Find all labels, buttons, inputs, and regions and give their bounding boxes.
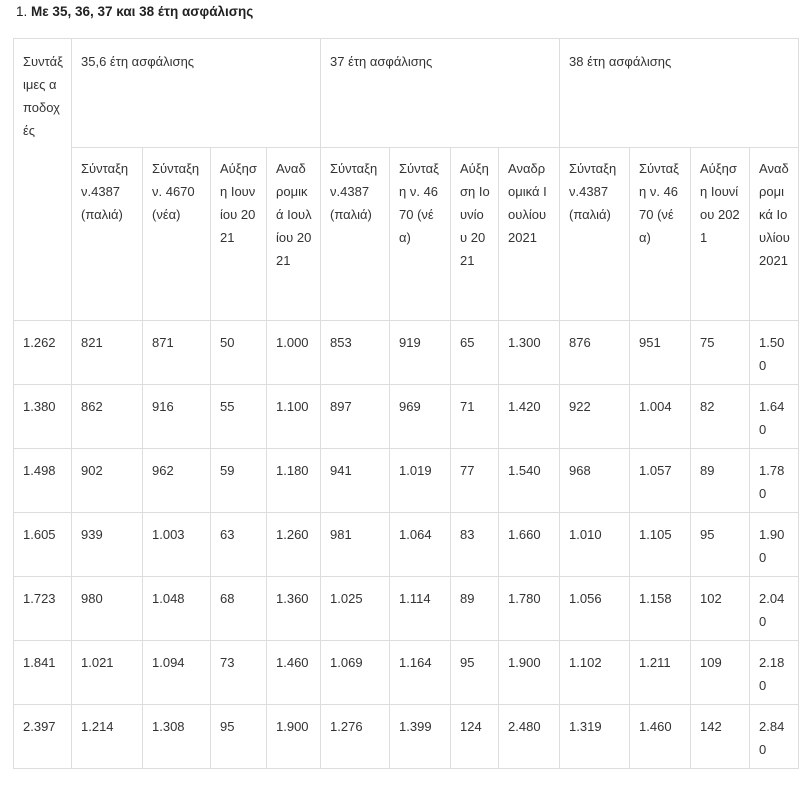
table-cell: 951 [630, 321, 691, 385]
table-cell: 55 [211, 385, 267, 449]
table-cell: 1.500 [750, 321, 799, 385]
table-cell: 2.480 [499, 705, 560, 769]
table-cell: 1.780 [750, 449, 799, 513]
table-cell: 922 [560, 385, 630, 449]
heading-number: 1. [16, 4, 28, 19]
table-cell: 89 [691, 449, 750, 513]
table-cell: 1.010 [560, 513, 630, 577]
salary-cell: 1.498 [14, 449, 72, 513]
salary-cell: 1.380 [14, 385, 72, 449]
table-cell: 969 [390, 385, 451, 449]
table-cell: 102 [691, 577, 750, 641]
table-cell: 1.019 [390, 449, 451, 513]
sub-header: Σύνταξη ν. 4670 (νέα) [390, 148, 451, 321]
table-cell: 902 [72, 449, 143, 513]
table-body [14, 321, 799, 769]
table-cell: 1.420 [499, 385, 560, 449]
table-cell: 1.540 [499, 449, 560, 513]
table-cell: 1.211 [630, 641, 691, 705]
table-cell: 1.025 [321, 577, 390, 641]
table-cell: 89 [451, 577, 499, 641]
table-cell: 1.064 [390, 513, 451, 577]
sub-header: Αναδρομικά Ιουλίου 2021 [499, 148, 560, 321]
table-cell: 82 [691, 385, 750, 449]
group-header-37: 37 έτη ασφάλισης [321, 39, 560, 148]
sub-header: Σύνταξη ν.4387 (παλιά) [560, 148, 630, 321]
table-cell: 1.399 [390, 705, 451, 769]
heading-title: Με 35, 36, 37 και 38 έτη ασφάλισης [31, 4, 254, 19]
table-cell: 1.260 [267, 513, 321, 577]
sub-header: Σύνταξη ν. 4670 (νέα) [143, 148, 211, 321]
sub-header: Αναδρομικά Ιουλίου 2021 [750, 148, 799, 321]
table-cell: 1.900 [267, 705, 321, 769]
table-cell: 916 [143, 385, 211, 449]
table-cell: 1.660 [499, 513, 560, 577]
table-row [14, 641, 799, 705]
salary-cell: 1.841 [14, 641, 72, 705]
table-cell: 897 [321, 385, 390, 449]
table-row [14, 385, 799, 449]
table-cell: 124 [451, 705, 499, 769]
group-header-35: 35,6 έτη ασφάλισης [72, 39, 321, 148]
table-cell: 1.094 [143, 641, 211, 705]
table-cell: 871 [143, 321, 211, 385]
salary-cell: 1.723 [14, 577, 72, 641]
table-cell: 142 [691, 705, 750, 769]
table-cell: 1.057 [630, 449, 691, 513]
table-cell: 862 [72, 385, 143, 449]
table-cell: 1.114 [390, 577, 451, 641]
table-cell: 821 [72, 321, 143, 385]
group-header-row [14, 39, 799, 148]
sub-header: Σύνταξη ν.4387 (παλιά) [321, 148, 390, 321]
table-cell: 1.460 [630, 705, 691, 769]
table-cell: 95 [211, 705, 267, 769]
table-cell: 1.003 [143, 513, 211, 577]
table-cell: 1.102 [560, 641, 630, 705]
sub-header: Αναδρομικά Ιουλίου 2021 [267, 148, 321, 321]
sub-header-row [14, 148, 799, 321]
table-row [14, 705, 799, 769]
table-cell: 2.180 [750, 641, 799, 705]
salary-cell: 1.262 [14, 321, 72, 385]
table-cell: 853 [321, 321, 390, 385]
first-column-header: Συντάξιμες αποδοχές [14, 39, 72, 321]
table-cell: 1.000 [267, 321, 321, 385]
table-cell: 1.021 [72, 641, 143, 705]
table-cell: 1.056 [560, 577, 630, 641]
table-cell: 939 [72, 513, 143, 577]
table-cell: 1.900 [499, 641, 560, 705]
table-cell: 65 [451, 321, 499, 385]
table-cell: 2.840 [750, 705, 799, 769]
table-cell: 50 [211, 321, 267, 385]
sub-header: Αύξηση Ιουνίου 2021 [451, 148, 499, 321]
table-cell: 1.048 [143, 577, 211, 641]
group-header-38: 38 έτη ασφάλισης [560, 39, 799, 148]
table-row [14, 321, 799, 385]
table-cell: 1.780 [499, 577, 560, 641]
sub-header: Αύξηση Ιουνίου 2021 [691, 148, 750, 321]
sub-header: Αύξηση Ιουνίου 2021 [211, 148, 267, 321]
section-heading [16, 2, 253, 22]
sub-header: Σύνταξη ν. 4670 (νέα) [630, 148, 691, 321]
table-cell: 2.040 [750, 577, 799, 641]
table-cell: 919 [390, 321, 451, 385]
table-cell: 83 [451, 513, 499, 577]
table-cell: 59 [211, 449, 267, 513]
table-cell: 981 [321, 513, 390, 577]
table-cell: 75 [691, 321, 750, 385]
table-row [14, 577, 799, 641]
table-cell: 1.100 [267, 385, 321, 449]
table-cell: 63 [211, 513, 267, 577]
table-cell: 968 [560, 449, 630, 513]
table-cell: 1.319 [560, 705, 630, 769]
salary-cell: 1.605 [14, 513, 72, 577]
table-cell: 1.105 [630, 513, 691, 577]
table-cell: 962 [143, 449, 211, 513]
table-cell: 77 [451, 449, 499, 513]
sub-header: Σύνταξη ν.4387 (παλιά) [72, 148, 143, 321]
table-cell: 1.164 [390, 641, 451, 705]
table-cell: 1.460 [267, 641, 321, 705]
table-cell: 1.180 [267, 449, 321, 513]
table-cell: 1.276 [321, 705, 390, 769]
table-row [14, 449, 799, 513]
salary-cell: 2.397 [14, 705, 72, 769]
table-cell: 109 [691, 641, 750, 705]
table-cell: 1.004 [630, 385, 691, 449]
table-cell: 1.360 [267, 577, 321, 641]
table-cell: 1.900 [750, 513, 799, 577]
table-cell: 95 [451, 641, 499, 705]
table-cell: 1.640 [750, 385, 799, 449]
table-cell: 71 [451, 385, 499, 449]
table-cell: 1.300 [499, 321, 560, 385]
table-cell: 1.069 [321, 641, 390, 705]
table-cell: 876 [560, 321, 630, 385]
table-cell: 68 [211, 577, 267, 641]
table-cell: 1.214 [72, 705, 143, 769]
table-row [14, 513, 799, 577]
table-cell: 1.158 [630, 577, 691, 641]
table-cell: 980 [72, 577, 143, 641]
table-cell: 95 [691, 513, 750, 577]
table-cell: 1.308 [143, 705, 211, 769]
pension-table [13, 38, 799, 769]
table-cell: 73 [211, 641, 267, 705]
table-cell: 941 [321, 449, 390, 513]
